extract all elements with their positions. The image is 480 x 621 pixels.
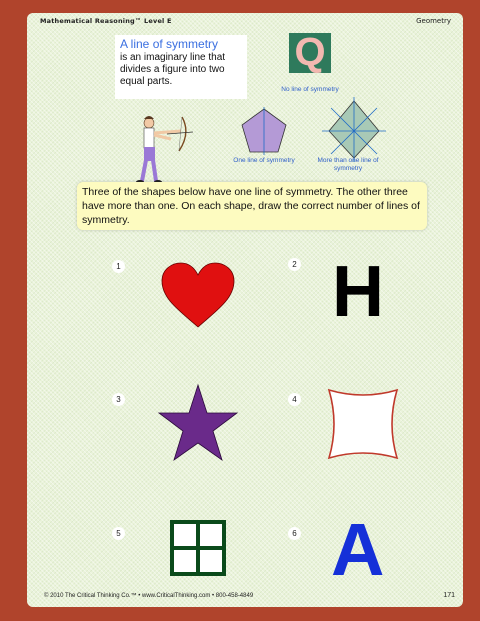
definition-box [115, 35, 247, 99]
archer-illustration [127, 111, 197, 191]
problem-number-6: 6 [288, 527, 301, 540]
problem-number-3: 3 [112, 393, 125, 406]
more-than-one-label: More than one line of symmetry [317, 157, 379, 172]
letter-h[interactable]: H [332, 252, 384, 332]
q-letter: Q [294, 30, 326, 74]
star-shape[interactable] [157, 383, 239, 463]
q-example [289, 30, 331, 74]
series-title: Mathematical Reasoning™ Level E [40, 17, 172, 25]
definition-title: A line of symmetry [120, 37, 219, 51]
problem-number-1: 1 [112, 260, 125, 273]
pentagon-example [239, 107, 289, 157]
definition-body: is an imaginary line that divides a figure into two equal parts. [120, 52, 226, 87]
page-number: 171 [443, 592, 455, 599]
one-line-label: One line of symmetry [233, 157, 295, 164]
diamond-example [319, 96, 389, 166]
letter-a[interactable]: A [331, 508, 385, 591]
problem-number-5: 5 [112, 527, 125, 540]
problem-number-4: 4 [288, 393, 301, 406]
heart-shape[interactable] [160, 263, 236, 329]
instruction-text: Three of the shapes below have one line of symmetry. The other three have more than one. On each shape, draw the correct number of lines of symmetry. [82, 186, 420, 226]
window-grid-shape[interactable] [169, 519, 227, 577]
no-line-label: No line of symmetry [281, 86, 339, 93]
subject-label: Geometry [416, 17, 451, 25]
instruction-box [77, 182, 427, 230]
worksheet-page [27, 13, 463, 607]
problem-number-2: 2 [288, 258, 301, 271]
copyright-footer: © 2010 The Critical Thinking Co.™ • www.CriticalThinking.com • 800-458-4849 [44, 593, 254, 599]
curved-square-shape[interactable] [327, 388, 399, 460]
